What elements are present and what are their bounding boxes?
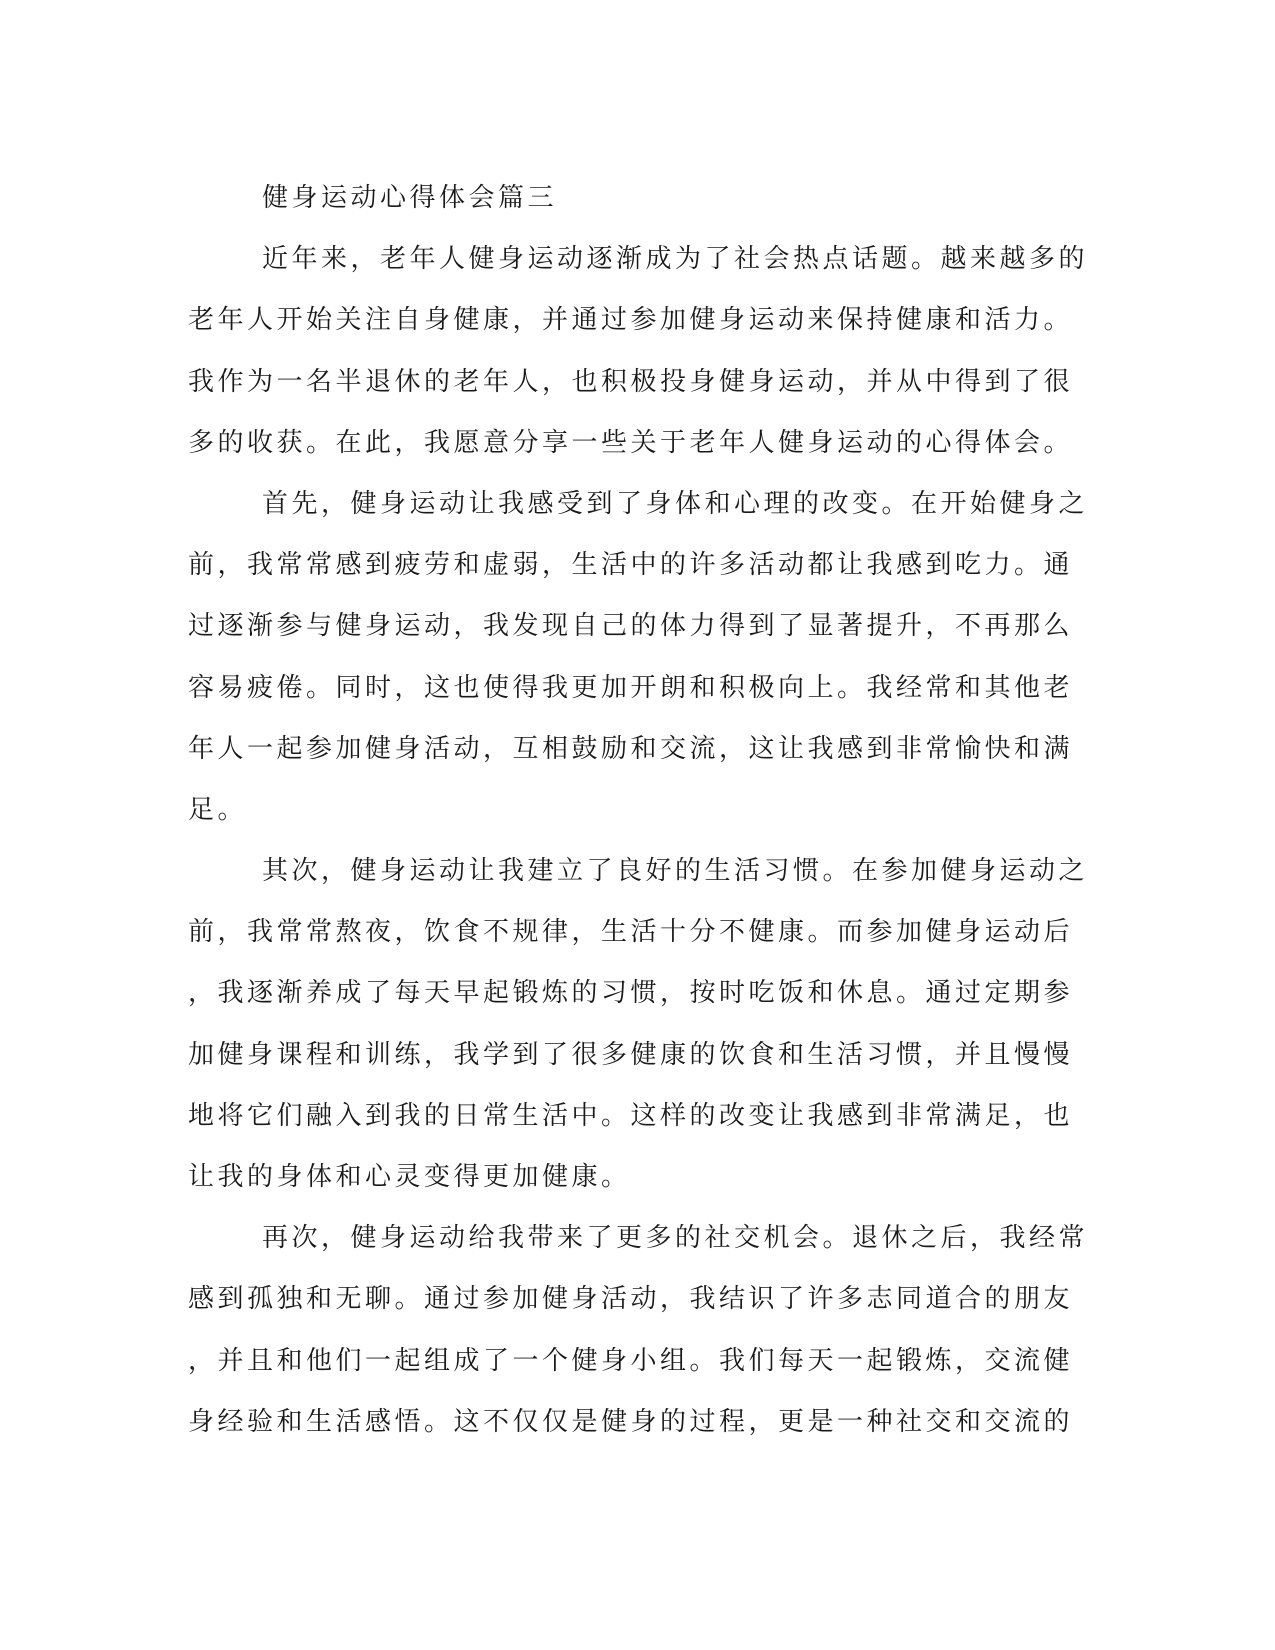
text-line: 多的收获。在此，我愿意分享一些关于老年人健身运动的心得体会。 <box>188 427 1074 458</box>
text-line: ，并且和他们一起组成了一个健身小组。我们每天一起锻炼，交流健 <box>188 1345 1074 1376</box>
text-line: 其次，健身运动让我建立了良好的生活习惯。在参加健身运动之 <box>262 856 1089 887</box>
text-line: 地将它们融入到我的日常生活中。这样的改变让我感到非常满足，也 <box>188 1100 1074 1131</box>
text-line: 容易疲倦。同时，这也使得我更加开朗和积极向上。我经常和其他老 <box>188 672 1074 703</box>
text-line: ，我逐渐养成了每天早起锻炼的习惯，按时吃饭和休息。通过定期参 <box>188 978 1074 1009</box>
text-line: 身经验和生活感悟。这不仅仅是健身的过程，更是一种社交和交流的 <box>188 1406 1074 1437</box>
text-line: 近年来，老年人健身运动逐渐成为了社会热点话题。越来越多的 <box>262 244 1089 275</box>
document-title: 健身运动心得体会篇三 <box>262 183 558 213</box>
text-line: 感到孤独和无聊。通过参加健身活动，我结识了许多志同道合的朋友 <box>188 1284 1074 1315</box>
text-line: 加健身课程和训练，我学到了很多健康的饮食和生活习惯，并且慢慢 <box>188 1039 1074 1070</box>
text-line: 再次，健身运动给我带来了更多的社交机会。退休之后，我经常 <box>262 1223 1089 1254</box>
text-line: 让我的身体和心灵变得更加健康。 <box>188 1162 631 1192</box>
text-line: 我作为一名半退休的老年人，也积极投身健身运动，并从中得到了很 <box>188 366 1074 397</box>
text-line: 足。 <box>188 794 248 825</box>
text-line: 年人一起参加健身活动，互相鼓励和交流，这让我感到非常愉快和满 <box>188 733 1074 764</box>
document-body <box>188 168 1088 1453</box>
text-line: 老年人开始关注自身健康，并通过参加健身运动来保持健康和活力。 <box>188 305 1074 336</box>
text-line: 首先，健身运动让我感受到了身体和心理的改变。在开始健身之 <box>262 488 1089 519</box>
text-line: 前，我常常熬夜，饮食不规律，生活十分不健康。而参加健身运动后 <box>188 917 1074 948</box>
text-line: 过逐渐参与健身运动，我发现自己的体力得到了显著提升，不再那么 <box>188 611 1074 642</box>
text-line: 前，我常常感到疲劳和虚弱，生活中的许多活动都让我感到吃力。通 <box>188 550 1074 581</box>
